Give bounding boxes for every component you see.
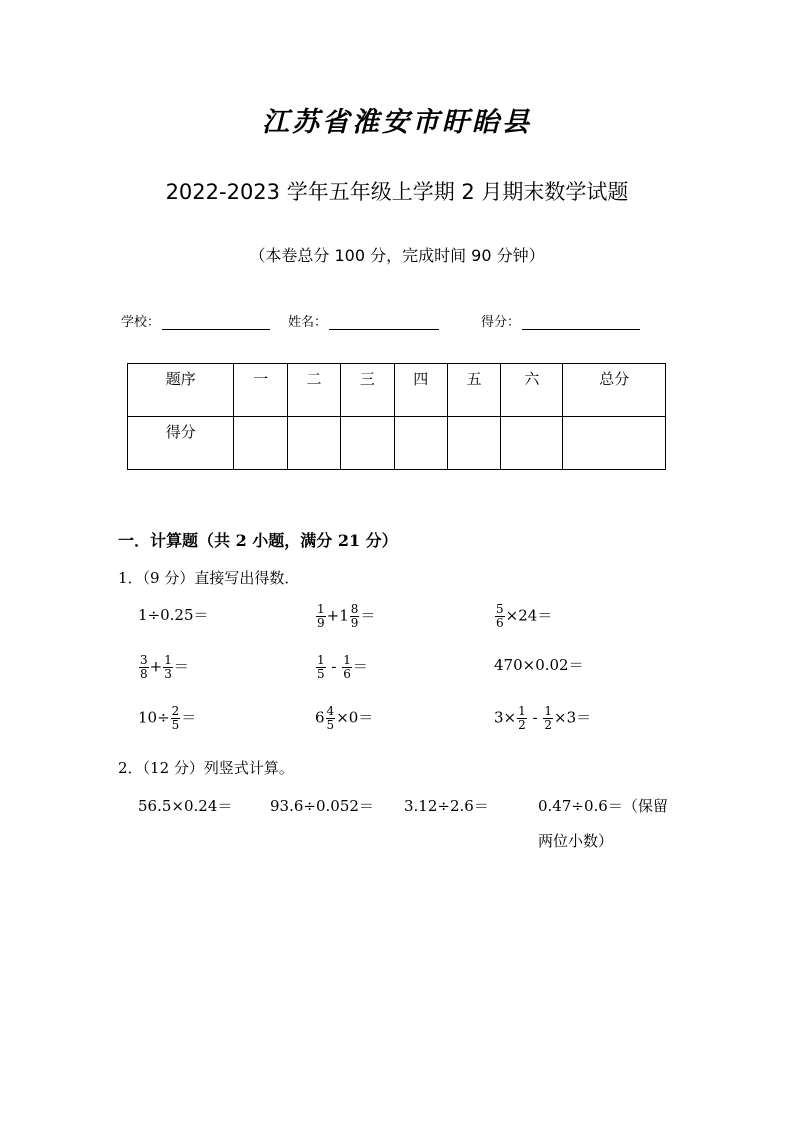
expr-text: 10÷ [138, 708, 170, 727]
expr-text: 6 [315, 708, 325, 727]
numerator: 1 [317, 602, 325, 616]
calc-4-line2: 两位小数） [538, 832, 614, 850]
expr-3b [315, 705, 373, 732]
denominator: 6 [343, 667, 351, 681]
school-label: 学校： [121, 315, 161, 330]
header-cell: 五 [447, 364, 500, 417]
score-cell[interactable] [287, 417, 340, 470]
header-cell: 二 [287, 364, 340, 417]
score-table-score-row [128, 417, 666, 470]
expr-1a [138, 605, 209, 625]
expr-3c [494, 705, 591, 732]
numerator: 4 [326, 704, 335, 718]
numerator: 5 [496, 602, 504, 616]
denominator: 2 [544, 718, 553, 732]
header-cell: 六 [501, 364, 563, 417]
denominator: 5 [326, 718, 335, 732]
expr-1c [494, 603, 552, 630]
header-cell: 题序 [128, 364, 234, 417]
fraction [316, 603, 326, 630]
fraction [342, 654, 352, 681]
numerator: 8 [350, 602, 359, 616]
header-cell: 一 [234, 364, 287, 417]
fraction [350, 603, 360, 630]
fraction [163, 654, 173, 681]
row-label-cell: 得分 [128, 417, 234, 470]
name-field [288, 311, 439, 330]
fraction [171, 705, 181, 732]
expr-1b [315, 603, 375, 630]
exam-subtitle: 2022-2023 学年五年级上学期 2 月期末数学试题 [165, 180, 629, 204]
denominator: 2 [518, 718, 526, 732]
expr-text: ×3＝ [554, 708, 592, 727]
expr-2c [494, 655, 584, 675]
expr-text: +1 [326, 606, 349, 625]
score-cell[interactable] [447, 417, 500, 470]
denominator: 6 [496, 616, 504, 630]
fraction [543, 705, 553, 732]
score-table [127, 363, 666, 470]
header-cell: 四 [394, 364, 447, 417]
expr-text: 1÷0.25＝ [138, 606, 209, 624]
score-cell[interactable] [394, 417, 447, 470]
expr-2b [315, 654, 368, 681]
expr-3a [138, 705, 196, 732]
exam-title: 江苏省淮安市盱眙县 [262, 107, 532, 138]
score-label: 得分： [481, 315, 521, 330]
school-field [121, 311, 270, 330]
calc-3: 3.12÷2.6＝ [404, 797, 489, 815]
name-label: 姓名： [288, 315, 328, 330]
expr-text: ＝ [352, 657, 368, 676]
header-cell: 三 [341, 364, 394, 417]
fraction [139, 654, 149, 681]
expr-text: 3× [494, 708, 517, 727]
numerator: 1 [164, 653, 172, 667]
expr-2a [138, 654, 189, 681]
calc-4-line1: 0.47÷0.6＝（保留 [538, 797, 668, 815]
denominator: 5 [171, 718, 180, 732]
numerator: 1 [518, 704, 526, 718]
score-cell[interactable] [234, 417, 287, 470]
expr-text: ×24＝ [505, 606, 553, 625]
expr-text: ＝ [181, 708, 197, 727]
numerator: 1 [544, 704, 553, 718]
header-cell: 总分 [563, 364, 666, 417]
numerator: 1 [317, 653, 325, 667]
expr-text: ＝ [173, 657, 189, 676]
score-cell[interactable] [563, 417, 666, 470]
section-1-heading: 一．计算题（共 2 小题，满分 21 分） [118, 531, 398, 550]
expr-text: - [326, 657, 342, 676]
calc-2: 93.6÷0.052＝ [270, 797, 374, 815]
score-blank[interactable] [522, 315, 640, 330]
school-blank[interactable] [162, 315, 270, 330]
denominator: 5 [317, 667, 325, 681]
question-2-prompt: 2．（12 分）列竖式计算。 [118, 759, 294, 777]
numerator: 2 [171, 704, 180, 718]
expr-text: ＝ [360, 606, 376, 625]
expr-text: + [149, 657, 163, 676]
name-blank[interactable] [329, 315, 439, 330]
score-table-header-row [128, 364, 666, 417]
question-1-prompt: 1．（9 分）直接写出得数． [118, 569, 300, 587]
denominator: 9 [317, 616, 325, 630]
expr-text: ×0＝ [336, 708, 374, 727]
numerator: 1 [343, 653, 351, 667]
denominator: 9 [350, 616, 359, 630]
score-field [481, 311, 640, 330]
denominator: 8 [140, 667, 148, 681]
numerator: 3 [140, 653, 148, 667]
denominator: 3 [164, 667, 172, 681]
expr-text: - [527, 708, 543, 727]
fraction [326, 705, 336, 732]
expr-text: 470×0.02＝ [494, 656, 584, 674]
fraction [495, 603, 505, 630]
score-cell[interactable] [501, 417, 563, 470]
exam-note: （本卷总分 100 分，完成时间 90 分钟） [249, 246, 545, 265]
fraction [316, 654, 326, 681]
fraction [517, 705, 527, 732]
calc-1: 56.5×0.24＝ [138, 797, 233, 815]
score-cell[interactable] [341, 417, 394, 470]
